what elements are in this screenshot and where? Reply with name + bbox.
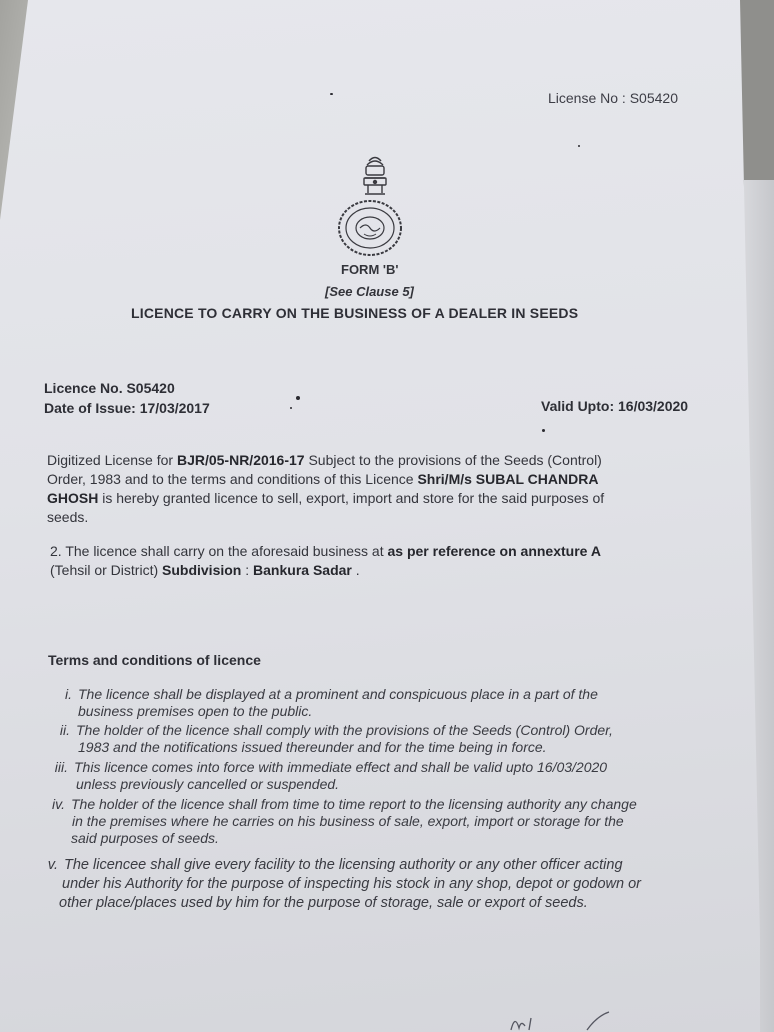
term-text: 1983 and the notifications issued thereunder and for the time being in force. (78, 739, 547, 755)
term-item (50, 759, 607, 793)
term-text: said purposes of seeds. (71, 830, 219, 846)
term-line (54, 686, 598, 703)
term-line (52, 722, 613, 739)
term-text: other place/places used by him for the purpose of storage, sale or export of seeds. (59, 895, 588, 911)
term-text: in the premises where he carries on his business of sale, export, import or storage for the (72, 813, 624, 829)
term-text: The licencee shall give every facility to the licensing authority or any other officer acting (64, 857, 623, 873)
term-number: iii. (54, 759, 68, 775)
ink-speck (542, 429, 545, 432)
term-item (47, 796, 637, 847)
term-line (40, 856, 641, 875)
term-text: The licence shall be displayed at a prominent and conspicuous place in a part of the (78, 686, 598, 702)
location-line-1: 2. The licence shall carry on the aforesaid business at as per reference on annexture A (50, 543, 601, 559)
ink-speck (296, 396, 300, 400)
grant-line-1: Digitized License for BJR/05-NR/2016-17 Subject to the provisions of the Seeds (Control) (47, 452, 602, 468)
term-line (52, 739, 613, 756)
term-text: business premises open to the public. (78, 703, 313, 719)
location-line-2: (Tehsil or District) Subdivision : Bankura Sadar . (50, 562, 360, 578)
term-line (50, 776, 607, 793)
west-bengal-seal-icon (336, 198, 404, 258)
term-line (47, 830, 637, 847)
handwritten-signature-icon (505, 1008, 615, 1032)
term-item (52, 722, 613, 756)
term-number: i. (65, 686, 72, 702)
terms-heading: Terms and conditions of licence (48, 652, 261, 668)
grant-line-4: seeds. (47, 509, 89, 525)
term-line (50, 759, 607, 776)
clause-reference: [See Clause 5] (325, 284, 414, 299)
ink-speck (578, 145, 580, 147)
form-title: FORM 'B' (341, 262, 399, 277)
term-item (54, 686, 598, 720)
business-location-paragraph (50, 542, 601, 580)
term-text: unless previously cancelled or suspended. (76, 776, 340, 792)
term-line (54, 703, 598, 720)
national-emblem-icon (358, 153, 392, 199)
page-title: LICENCE TO CARRY ON THE BUSINESS OF A DEALER IN SEEDS (131, 305, 579, 321)
ink-speck (290, 407, 292, 409)
term-number: ii. (59, 722, 70, 738)
term-number: v. (47, 857, 58, 873)
valid-upto: Valid Upto: 16/03/2020 (541, 398, 689, 414)
grant-line-3: GHOSH is hereby granted licence to sell, export, import and store for the said purposes of (47, 490, 605, 506)
term-text: under his Authority for the purpose of inspecting his stock in any shop, depot or godown or (62, 876, 642, 892)
term-item (40, 856, 641, 913)
grant-line-2: Order, 1983 and to the terms and conditions of this Licence Shri/M/s SUBAL CHANDRA (47, 471, 599, 487)
term-text: The holder of the licence shall comply with the provisions of the Seeds (Control) Order, (76, 722, 613, 738)
term-text: The holder of the licence shall from time to time report to the licensing authority any change (71, 796, 637, 812)
license-number-header: License No : S05420 (548, 90, 678, 106)
date-of-issue: Date of Issue: 17/03/2017 (44, 400, 210, 416)
term-line (47, 813, 637, 830)
term-text: This licence comes into force with immediate effect and shall be valid upto 16/03/2020 (74, 759, 608, 775)
term-line (40, 875, 641, 894)
term-number: iv. (52, 796, 65, 812)
ink-speck (330, 93, 333, 95)
licence-number: Licence No. S05420 (44, 380, 175, 396)
term-line (40, 894, 641, 913)
term-line (47, 796, 637, 813)
grant-paragraph (47, 451, 604, 527)
